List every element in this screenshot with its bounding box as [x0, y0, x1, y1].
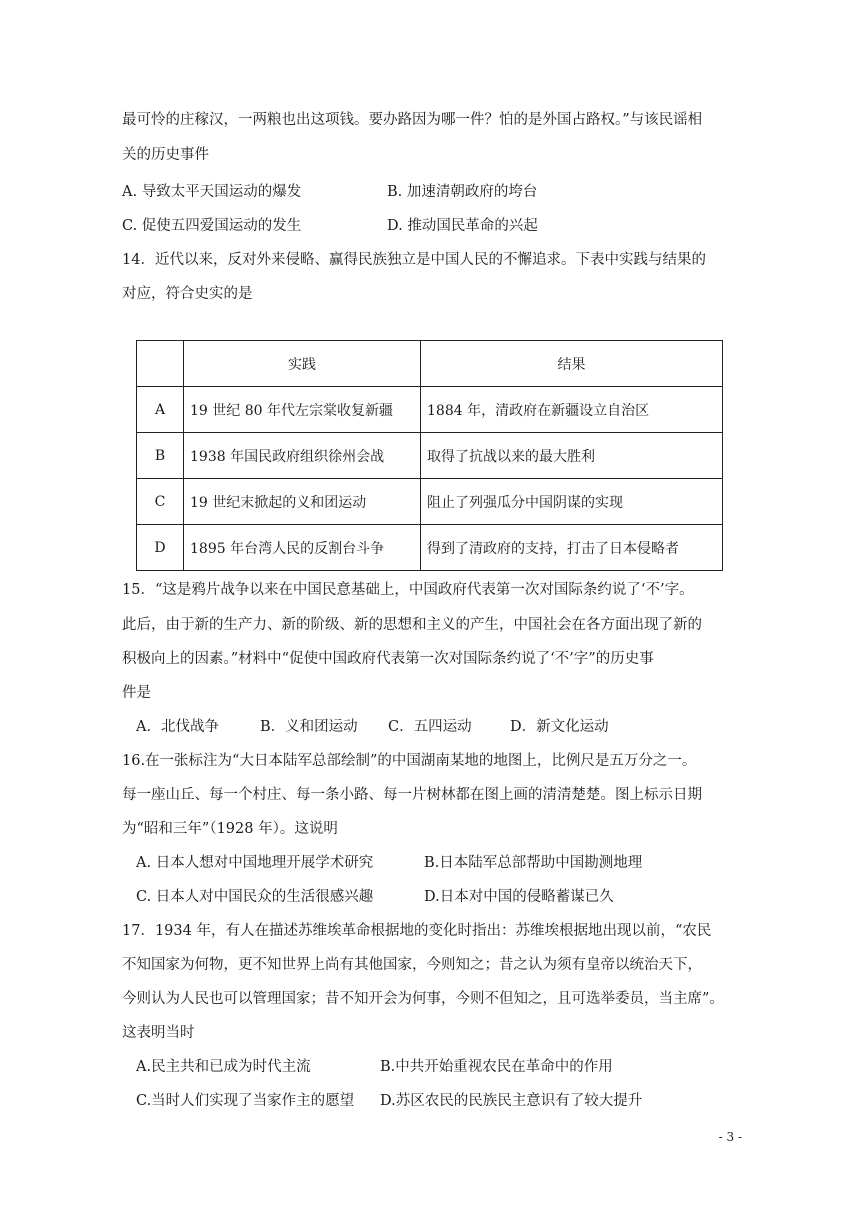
table-row	[137, 525, 723, 571]
q15-line-4: 件是	[122, 685, 151, 701]
q15-option-a: A．北伐战争	[136, 719, 219, 735]
q17-option-b: B.中共开始重视农民在革命中的作用	[380, 1059, 613, 1075]
q17-line-3: 今则认为人民也可以管理国家；昔不知开会为何事，今则不但知之，且可选举委员，当主席”。	[122, 991, 724, 1007]
table-header-cell: 实践	[184, 341, 421, 387]
table-cell: 阻止了列强瓜分中国阴谋的实现	[421, 479, 723, 525]
q13-line-1: 最可怜的庄稼汉，一两粮也出这项钱。要办路因为哪一件？怕的是外国占路权。”与该民谣相	[122, 112, 703, 128]
q14-line-1: 14．近代以来，反对外来侵略、赢得民族独立是中国人民的不懈追求。下表中实践与结果的	[122, 252, 706, 268]
table-cell: 19 世纪末掀起的义和团运动	[184, 479, 421, 525]
table-cell: B	[137, 433, 184, 479]
q16-option-b: B.日本陆军总部帮助中国勘测地理	[424, 855, 643, 871]
table-cell: D	[137, 525, 184, 571]
table-cell: 1884 年，清政府在新疆设立自治区	[421, 387, 723, 433]
q13-option-c: C. 促使五四爱国运动的发生	[122, 218, 302, 234]
table-cell: 取得了抗战以来的最大胜利	[421, 433, 723, 479]
q16-option-d: D.日本对中国的侵略蓄谋已久	[424, 889, 614, 905]
q17-option-c: C.当时人们实现了当家作主的愿望	[136, 1093, 355, 1109]
q17-option-a: A.民主共和已成为时代主流	[136, 1059, 311, 1075]
q17-line-1: 17．1934 年，有人在描述苏维埃革命根据地的变化时指出：苏维埃根据地出现以前，“农民	[122, 923, 712, 939]
q15-option-b: B．义和团运动	[260, 719, 358, 735]
q16-line-2: 每一座山丘、每一个村庄、每一条小路、每一片树林都在图上画的清清楚楚。图上标示日期	[122, 787, 702, 803]
table-row	[137, 479, 723, 525]
table-cell: C	[137, 479, 184, 525]
q13-option-b: B. 加速清朝政府的垮台	[387, 184, 538, 200]
page-number: - 3 -	[718, 1130, 742, 1144]
q13-line-2: 关的历史事件	[122, 147, 209, 163]
q15-option-d: D．新文化运动	[510, 719, 609, 735]
table-header-cell: 结果	[421, 341, 723, 387]
q15-line-3: 积极向上的因素。”材料中“促使中国政府代表第一次对国际条约说了‘不’字”的历史事	[122, 651, 654, 667]
q16-line-1: 16.在一张标注为“大日本陆军总部绘制”的中国湖南某地的地图上，比例尺是五万分之一。	[122, 753, 697, 769]
q13-option-d: D. 推动国民革命的兴起	[387, 218, 538, 234]
table-row	[137, 387, 723, 433]
q15-line-1: 15．“这是鸦片战争以来在中国民意基础上，中国政府代表第一次对国际条约说了‘不’字。	[122, 582, 694, 598]
table-header-row	[137, 341, 723, 387]
q16-option-a: A. 日本人想对中国地理开展学术研究	[136, 855, 374, 871]
q14-line-2: 对应，符合史实的是	[122, 286, 253, 302]
q13-option-a: A. 导致太平天国运动的爆发	[122, 184, 302, 200]
table-cell: A	[137, 387, 184, 433]
table-row	[137, 433, 723, 479]
q15-option-c: C．五四运动	[388, 719, 472, 735]
q17-line-4: 这表明当时	[122, 1025, 195, 1041]
q17-option-d: D.苏区农民的民族民主意识有了较大提升	[380, 1093, 643, 1109]
table-cell: 1938 年国民政府组织徐州会战	[184, 433, 421, 479]
table-cell: 19 世纪 80 年代左宗棠收复新疆	[184, 387, 421, 433]
table-header-cell	[137, 341, 184, 387]
q15-line-2: 此后，由于新的生产力、新的阶级、新的思想和主义的产生，中国社会在各方面出现了新的	[122, 617, 702, 633]
q16-line-3: 为“昭和三年”（1928 年）。这说明	[122, 821, 338, 837]
table-cell: 得到了清政府的支持，打击了日本侵略者	[421, 525, 723, 571]
table-cell: 1895 年台湾人民的反割台斗争	[184, 525, 421, 571]
q16-option-c: C. 日本人对中国民众的生活很感兴趣	[136, 889, 374, 905]
q17-line-2: 不知国家为何物，更不知世界上尚有其他国家，今则知之；昔之认为须有皇帝以统治天下，	[122, 957, 702, 973]
q14-table	[136, 340, 723, 571]
